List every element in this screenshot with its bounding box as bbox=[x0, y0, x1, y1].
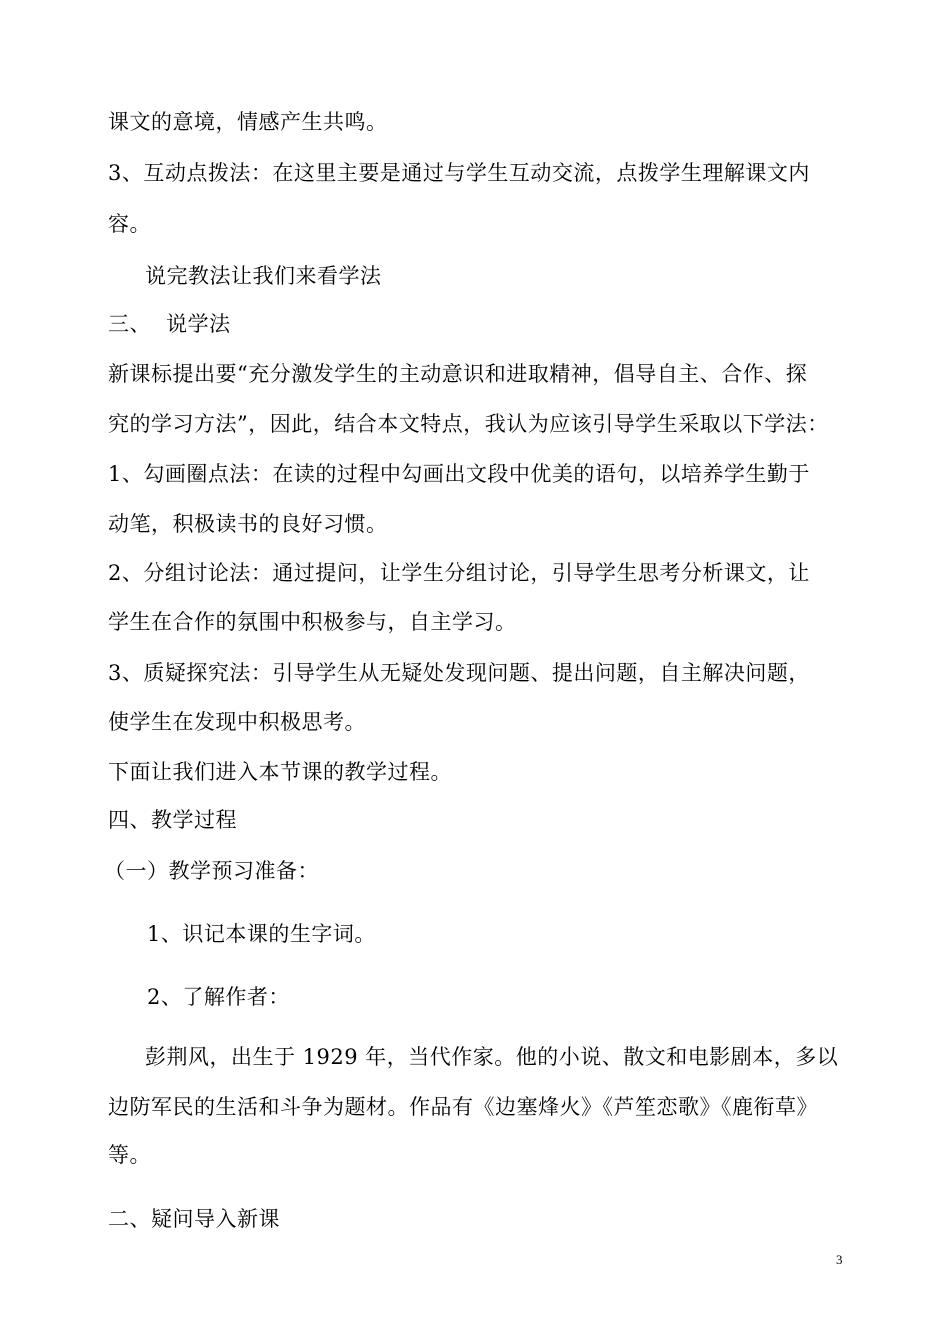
text-line: 1、勾画圈点法：在读的过程中勾画出文段中优美的语句，以培养学生勤于 bbox=[108, 462, 810, 486]
section-heading: 三、 说学法 bbox=[108, 312, 231, 336]
text-line: 2、了解作者： bbox=[147, 985, 290, 1009]
text-line: 下面让我们进入本节课的教学过程。 bbox=[108, 760, 452, 784]
text-line: 容。 bbox=[108, 212, 151, 236]
text-line: 1、识记本课的生字词。 bbox=[147, 922, 376, 946]
text-line: 课文的意境，情感产生共鸣。 bbox=[108, 110, 388, 134]
text-line: 新课标提出要“充分激发学生的主动意识和进取精神，倡导自主、合作、探 bbox=[108, 362, 808, 386]
text-line: 动笔，积极读书的良好习惯。 bbox=[108, 512, 388, 536]
text-line: 2、分组讨论法：通过提问，让学生分组讨论，引导学生思考分析课文，让 bbox=[108, 561, 810, 585]
text-line: 边防军民的生活和斗争为题材。作品有《边塞烽火》《芦笙恋歌》《鹿衔草》 bbox=[108, 1095, 818, 1119]
text-line: 究的学习方法”，因此，结合本文特点，我认为应该引导学生采取以下学法： bbox=[108, 412, 829, 436]
text-line: 3、质疑探究法：引导学生从无疑处发现问题、提出问题，自主解决问题， bbox=[108, 661, 810, 685]
text-line: 使学生在发现中积极思考。 bbox=[108, 710, 366, 734]
page-number: 3 bbox=[836, 1252, 843, 1267]
text-line: 说完教法让我们来看学法 bbox=[145, 264, 382, 288]
text-line: 彭荆风，出生于 1929 年，当代作家。他的小说、散文和电影剧本，多以 bbox=[145, 1045, 839, 1069]
section-heading: 二、疑问导入新课 bbox=[108, 1207, 280, 1231]
text-line: 学生在合作的氛围中积极参与，自主学习。 bbox=[108, 610, 517, 634]
text-line: 3、互动点拨法：在这里主要是通过与学生互动交流，点拨学生理解课文内 bbox=[108, 161, 810, 185]
subsection-heading: （一）教学预习准备： bbox=[104, 859, 319, 883]
text-line: 等。 bbox=[108, 1143, 151, 1167]
section-heading: 四、教学过程 bbox=[108, 808, 237, 832]
